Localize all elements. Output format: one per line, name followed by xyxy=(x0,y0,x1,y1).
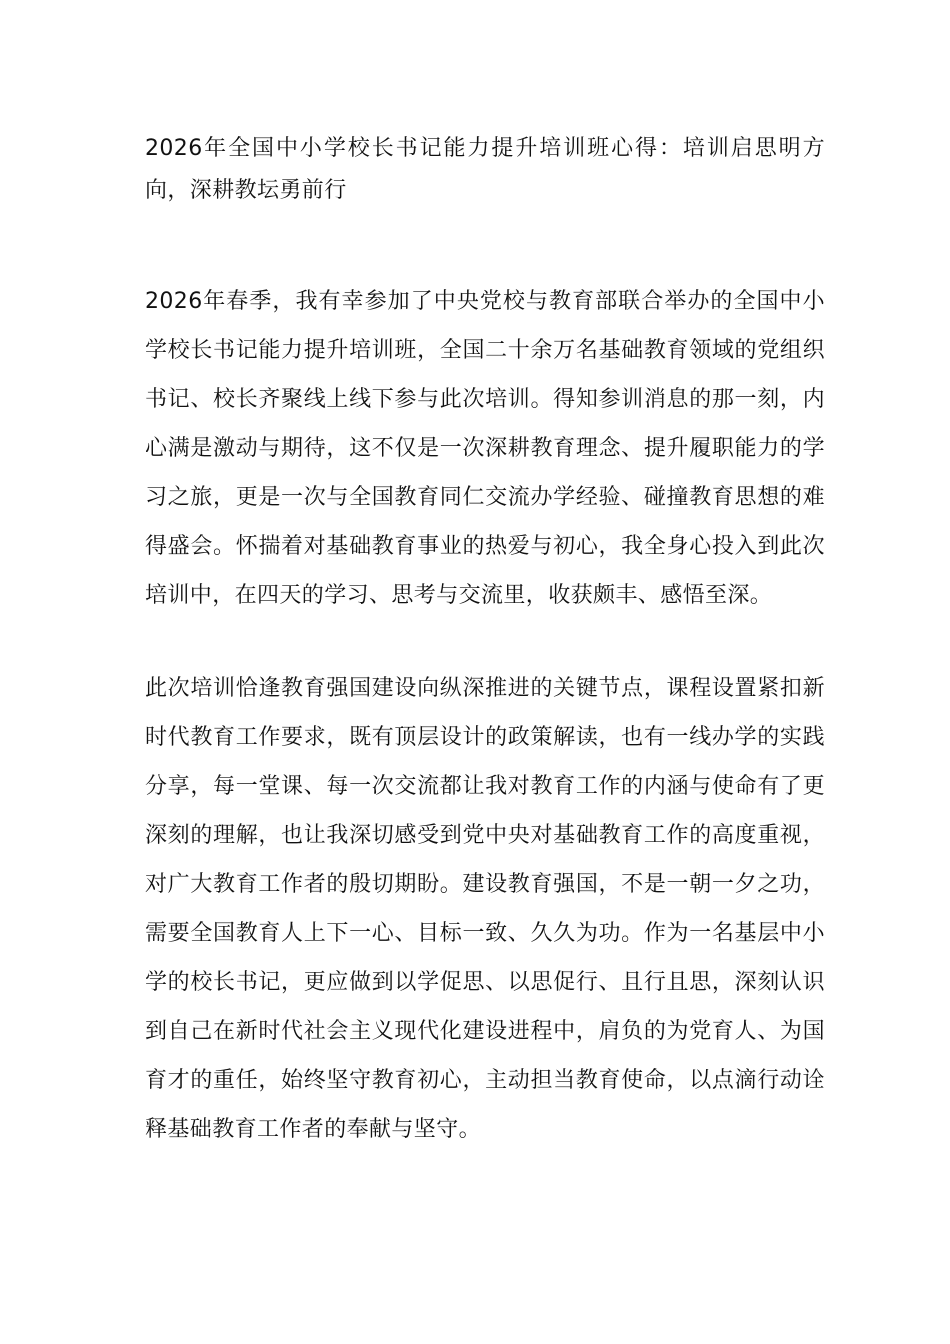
paragraph-2: 此次培训恰逢教育强国建设向纵深推进的关键节点，课程设置紧扣新时代教育工作要求，既有顶层设计的政策解读，也有一线办学的实践分享，每一堂课、每一次交流都让我对教育工作的内涵与使命有了更深刻的理解，也让我深切感受到党中央对基础教育工作的高度重视，对广大教育工作者的殷切期盼。建设教育强国，不是一朝一夕之功，需要全国教育人上下一心、目标一致、久久为功。作为一名基层中小学的校长书记，更应做到以学促思、以思促行、且行且思，深刻认识到自己在新时代社会主义现代化建设进程中，肩负的为党育人、为国育才的重任，始终坚守教育初心，主动担当教育使命，以点滴行动诠释基础教育工作者的奉献与坚守。 xyxy=(145,676,825,1142)
document-title: 2026年全国中小学校长书记能力提升培训班心得：培训启思明方向，深耕教坛勇前行 xyxy=(145,136,825,203)
paragraph-1: 2026年春季，我有幸参加了中央党校与教育部联合举办的全国中小学校长书记能力提升培训班，全国二十余万名基础教育领域的党组织书记、校长齐聚线上线下参与此次培训。得知参训消息的那一刻，内心满是激动与期待，这不仅是一次深耕教育理念、提升履职能力的学习之旅，更是一次与全国教育同仁交流办学经验、碰撞教育思想的难得盛会。怀揣着对基础教育事业的热爱与初心，我全身心投入到此次培训中，在四天的学习、思考与交流里，收获颇丰、感悟至深。 xyxy=(145,289,825,608)
document-body xyxy=(145,128,825,1154)
